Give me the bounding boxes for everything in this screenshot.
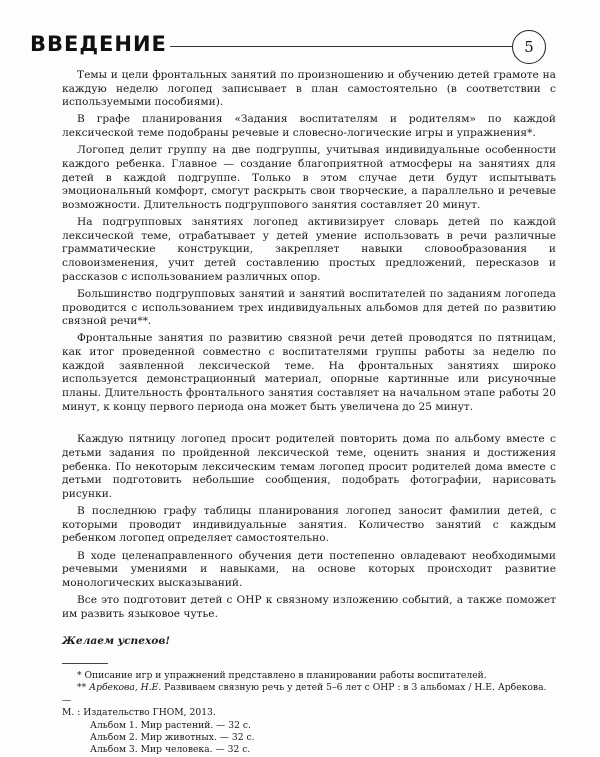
footnote-1: * Описание игр и упражнений представлено в планировании работы воспитателей. xyxy=(77,669,487,681)
paragraph: Все это подготовит детей с ОНР к связному изложению событий, а также поможет им развить языковое чутье. xyxy=(62,593,556,620)
paragraph: В графе планирования «Задания воспитателям и родителям» по каждой лексической теме подобраны речевые и словесно-логические игры и упражнения*. xyxy=(62,113,556,140)
paragraph: В последнюю графу таблицы планирования логопед заносит фамилии детей, с которыми проводит индивидуальные занятия. Количество занятий с каждым ребенком логопед определяет самостоятельно. xyxy=(62,505,556,545)
paragraph: В ходе целенаправленного обучения дети постепенно овладевают необходимыми речевыми умениями и навыками, на основе которых происходит развитие монологических высказываний. xyxy=(62,549,556,589)
album-item: Альбом 1. Мир растений. — 32 с. xyxy=(90,719,251,731)
paragraph: Большинство подгрупповых занятий и занятий воспитателей по заданиям логопеда проводится с использованием трех индивидуальных альбомов для детей по развитию связной речи**. xyxy=(62,287,556,328)
page-number: 5 xyxy=(512,30,546,64)
paragraph: Логопед делит группу на две подгруппы, учитывая индивидуальные особенности каждого ребенка. Главное — создание благоприятной атмосферы на занятиях для детей в каждой подгруппе. Только в этом случае дети будут испытывать эмоциональный комфорт, смогут раскрыть свои творческие, а параллельно и речевые возможности. Длительность подгруппового занятия составляет 20 минут. xyxy=(62,144,556,211)
footnotes xyxy=(62,670,556,757)
body-text xyxy=(62,69,556,757)
footnote-rule xyxy=(62,663,108,664)
paragraph: Каждую пятницу логопед просит родителей повторить дома по альбому вместе с детьми задания по пройденной лексической теме, оценить знания и достижения ребенка. По некоторым лексическим темам логопед просит родителей дома вместе с детьми подготовить небольшие сообщения, подобрать фотографии, нарисовать рисунки. xyxy=(62,433,556,500)
paragraph: Фронтальные занятия по развитию связной речи детей проводятся по пятницам, как итог проведенной совместно с воспитателями группы работы за неделю по каждой заявленной лексической теме. На фронтальных занятиях широко используется демонстрационный материал, опорные картинные или рисуночные планы. Длительность фронтального занятия составляет на начальном этапе работы 20 минут, к концу первого периода она может быть увеличена до 25 минут. xyxy=(62,332,556,413)
footnote-2-marker: ** xyxy=(77,682,87,694)
paragraph: Темы и цели фронтальных занятий по произношению и обучению детей грамоте на каждую неделю логопед записывает в план самостоятельно (в соответствии с используемыми пособиями). xyxy=(62,69,556,109)
footnote-2 xyxy=(62,682,556,707)
footnote-2-continuation: М. : Издательство ГНОМ, 2013. xyxy=(62,707,216,719)
album-item: Альбом 3. Мир человека. — 32 с. xyxy=(90,744,251,756)
footnote-2-author: Арбекова, Н.Е. xyxy=(89,682,162,694)
section-title: ВВЕДЕНИЕ xyxy=(30,32,167,56)
page-header xyxy=(30,30,570,66)
footnote-2-text: Развиваем связную речь у детей 5–6 лет с ОНР : в 3 альбомах / Н.Е. Арбекова. — xyxy=(62,682,547,706)
album-item: Альбом 2. Мир животных. — 32 с. xyxy=(90,731,255,743)
paragraph: На подгрупповых занятиях логопед активизирует словарь детей по каждой лексической теме, отрабатывает у детей умение использовать в речи различные грамматические конструкции, закрепляет навыки словообразования и словоизменения, учит детей составлению простых предложений, пересказов и рассказов с использованием различных опор. xyxy=(62,216,556,283)
signoff: Желаем успехов! xyxy=(62,635,170,648)
header-rule xyxy=(170,46,512,47)
